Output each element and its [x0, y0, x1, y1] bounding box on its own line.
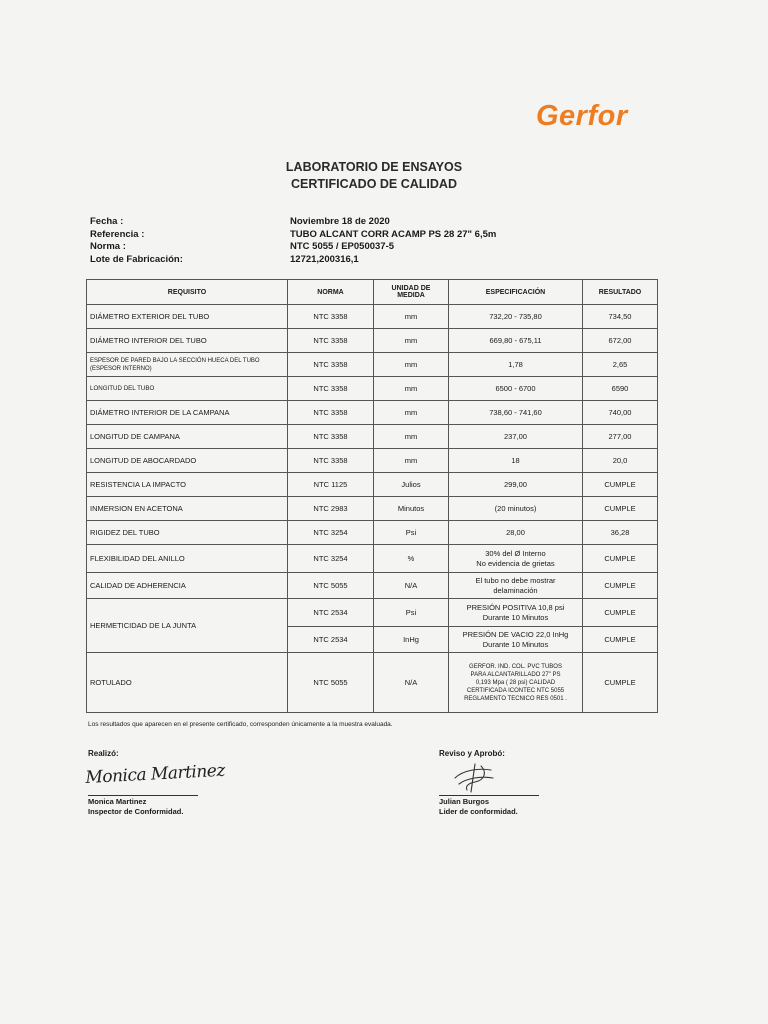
- cell-especificacion: [449, 653, 583, 713]
- cell-unidad: mm: [374, 377, 449, 401]
- cell-requisito: CALIDAD DE ADHERENCIA: [87, 573, 288, 599]
- cell-especificacion: [449, 599, 583, 627]
- cell-resultado: CUMPLE: [583, 627, 658, 653]
- table-row: [87, 599, 658, 627]
- cell-norma: NTC 1125: [288, 473, 374, 497]
- info-values: [290, 216, 496, 266]
- cell-norma: NTC 2534: [288, 627, 374, 653]
- cell-requisito: RIGIDEZ DEL TUBO: [87, 521, 288, 545]
- table-row: [87, 449, 658, 473]
- cell-especificacion: 669,80 - 675,11: [449, 329, 583, 353]
- cell-resultado: 20,0: [583, 449, 658, 473]
- cell-resultado: 36,28: [583, 521, 658, 545]
- footnote: Los resultados que aparecen en el presente certificado, corresponden únicamente a la muestra evaluada.: [88, 721, 393, 728]
- cell-unidad: Psi: [374, 599, 449, 627]
- cell-resultado: 734,50: [583, 305, 658, 329]
- table-row: [87, 473, 658, 497]
- signature-line-left: [88, 795, 198, 796]
- table-row: [87, 329, 658, 353]
- table-row: [87, 497, 658, 521]
- spec-line: GERFOR. IND. COL. PVC TUBOS: [469, 663, 562, 670]
- realizo-label: Realizó:: [88, 749, 119, 758]
- value-norma: NTC 5055 / EP050037-5: [290, 241, 395, 252]
- cell-unidad: mm: [374, 425, 449, 449]
- cell-unidad: mm: [374, 449, 449, 473]
- signer-role: Inspector de Conformidad.: [88, 807, 184, 816]
- table-row: [87, 305, 658, 329]
- cell-especificacion: 28,00: [449, 521, 583, 545]
- cell-especificacion: [449, 627, 583, 653]
- cell-especificacion: [449, 573, 583, 599]
- spec-line: PRESIÓN POSITIVA 10,8 psi: [466, 602, 565, 612]
- signature-line-right: [439, 795, 539, 796]
- label-fecha: Fecha :: [90, 216, 124, 227]
- cell-norma: NTC 2983: [288, 497, 374, 521]
- cell-requisito: ESPESOR DE PARED BAJO LA SECCIÓN HUECA DEL TUBO (ESPESOR INTERNO): [87, 353, 288, 377]
- reviso-label: Reviso y Aprobó:: [439, 749, 505, 758]
- spec-line: 0,193 Mpa ( 28 psi) CALIDAD: [475, 679, 556, 686]
- table-row: [87, 377, 658, 401]
- label-referencia: Referencia :: [90, 228, 145, 240]
- cell-resultado: 740,00: [583, 401, 658, 425]
- cell-especificacion: 1,78: [449, 353, 583, 377]
- cell-especificacion: 237,00: [449, 425, 583, 449]
- cell-especificacion: 299,00: [449, 473, 583, 497]
- cell-resultado: CUMPLE: [583, 545, 658, 573]
- cell-resultado: CUMPLE: [583, 573, 658, 599]
- signature-julian: [445, 760, 505, 796]
- cell-unidad: Julios: [374, 473, 449, 497]
- spec-line: delaminación: [493, 585, 538, 595]
- cell-resultado: 277,00: [583, 425, 658, 449]
- cell-unidad: mm: [374, 353, 449, 377]
- cell-resultado: CUMPLE: [583, 599, 658, 627]
- cell-requisito: LONGITUD DE CAMPANA: [87, 425, 288, 449]
- header-especificacion: ESPECIFICACIÓN: [449, 280, 583, 305]
- value-lote: 12721,200316,1: [290, 253, 359, 265]
- cell-resultado: CUMPLE: [583, 497, 658, 521]
- table-row: [87, 353, 658, 377]
- table-header-row: [87, 280, 658, 305]
- title-certificado: CERTIFICADO DE CALIDAD: [291, 177, 457, 191]
- signature-monica: Monica Martinez: [84, 760, 226, 788]
- cell-resultado: 6590: [583, 377, 658, 401]
- value-fecha: Noviembre 18 de 2020: [290, 216, 390, 227]
- table-row: [87, 521, 658, 545]
- cell-unidad: %: [374, 545, 449, 573]
- cell-resultado: 2,65: [583, 353, 658, 377]
- cell-norma: NTC 3358: [288, 329, 374, 353]
- spec-line: CERTIFICADA ICONTEC NTC 5055: [466, 687, 565, 694]
- spec-line: El tubo no debe mostrar: [475, 575, 556, 585]
- cell-resultado: 672,00: [583, 329, 658, 353]
- signer-right: [439, 797, 518, 817]
- cell-unidad: N/A: [374, 573, 449, 599]
- spec-line: 30% del Ø Interno: [485, 548, 546, 558]
- gerfor-logo: Gerfor: [536, 100, 628, 132]
- table-row: [87, 573, 658, 599]
- header-unidad: UNIDAD DE MEDIDA: [374, 280, 449, 305]
- cell-norma: NTC 5055: [288, 653, 374, 713]
- cell-norma: NTC 3358: [288, 425, 374, 449]
- cell-unidad: Psi: [374, 521, 449, 545]
- cell-unidad: mm: [374, 401, 449, 425]
- label-norma: Norma :: [90, 241, 126, 252]
- cell-especificacion: [449, 545, 583, 573]
- cell-norma: NTC 3358: [288, 353, 374, 377]
- cell-unidad: mm: [374, 329, 449, 353]
- cell-especificacion: 738,60 - 741,60: [449, 401, 583, 425]
- cell-requisito: RESISTENCIA LA IMPACTO: [87, 473, 288, 497]
- spec-line: Durante 10 Minutos: [482, 639, 549, 649]
- spec-line: REGLAMENTO TECNICO RES 0501 .: [464, 695, 567, 702]
- header-norma: NORMA: [288, 280, 374, 305]
- spec-line: PRESIÓN DE VACIO 22,0 InHg: [462, 629, 569, 639]
- cell-especificacion: 732,20 - 735,80: [449, 305, 583, 329]
- cell-requisito: ROTULADO: [87, 653, 288, 713]
- header-requisito: REQUISITO: [87, 280, 288, 305]
- cell-especificacion: 18: [449, 449, 583, 473]
- signer-name: Monica Martinez: [88, 797, 147, 806]
- table-row: [87, 425, 658, 449]
- cell-requisito: LONGITUD DEL TUBO: [87, 377, 288, 401]
- certificate-table: [86, 279, 658, 713]
- cell-norma: NTC 3358: [288, 305, 374, 329]
- table-row: [87, 545, 658, 573]
- cell-norma: NTC 3358: [288, 401, 374, 425]
- cell-requisito: DIÁMETRO INTERIOR DE LA CAMPANA: [87, 401, 288, 425]
- cell-norma: NTC 3254: [288, 521, 374, 545]
- value-referencia: TUBO ALCANT CORR ACAMP PS 28 27" 6,5m: [290, 228, 497, 240]
- cell-norma: NTC 3358: [288, 449, 374, 473]
- cell-unidad: InHg: [374, 627, 449, 653]
- cell-requisito: FLEXIBILIDAD DEL ANILLO: [87, 545, 288, 573]
- cell-resultado: CUMPLE: [583, 653, 658, 713]
- signer-role: Lider de conformidad.: [439, 807, 518, 816]
- spec-line: PARA ALCANTARILLADO 27" PS: [470, 671, 561, 678]
- cell-requisito: DIÁMETRO EXTERIOR DEL TUBO: [87, 305, 288, 329]
- cell-especificacion: 6500 - 6700: [449, 377, 583, 401]
- cell-norma: NTC 3254: [288, 545, 374, 573]
- table-row: [87, 401, 658, 425]
- cell-unidad: N/A: [374, 653, 449, 713]
- cell-norma: NTC 3358: [288, 377, 374, 401]
- signer-left: [88, 797, 183, 817]
- cell-norma: NTC 5055: [288, 573, 374, 599]
- table-row: [87, 653, 658, 713]
- signer-name: Julian Burgos: [439, 797, 490, 806]
- cell-unidad: mm: [374, 305, 449, 329]
- info-labels: [90, 216, 183, 266]
- cell-requisito: LONGITUD DE ABOCARDADO: [87, 449, 288, 473]
- label-lote: Lote de Fabricación:: [90, 253, 183, 265]
- cell-requisito: HERMETICIDAD DE LA JUNTA: [87, 599, 288, 653]
- title-laboratorio: LABORATORIO DE ENSAYOS: [285, 160, 463, 174]
- cell-unidad: Minutos: [374, 497, 449, 521]
- header-resultado: RESULTADO: [583, 280, 658, 305]
- cell-requisito: DIÁMETRO INTERIOR DEL TUBO: [87, 329, 288, 353]
- spec-line: Durante 10 Minutos: [482, 612, 549, 622]
- cell-especificacion: (20 minutos): [449, 497, 583, 521]
- cell-norma: NTC 2534: [288, 599, 374, 627]
- cell-requisito: INMERSION EN ACETONA: [87, 497, 288, 521]
- cell-resultado: CUMPLE: [583, 473, 658, 497]
- spec-line: No evidencia de grietas: [476, 558, 555, 568]
